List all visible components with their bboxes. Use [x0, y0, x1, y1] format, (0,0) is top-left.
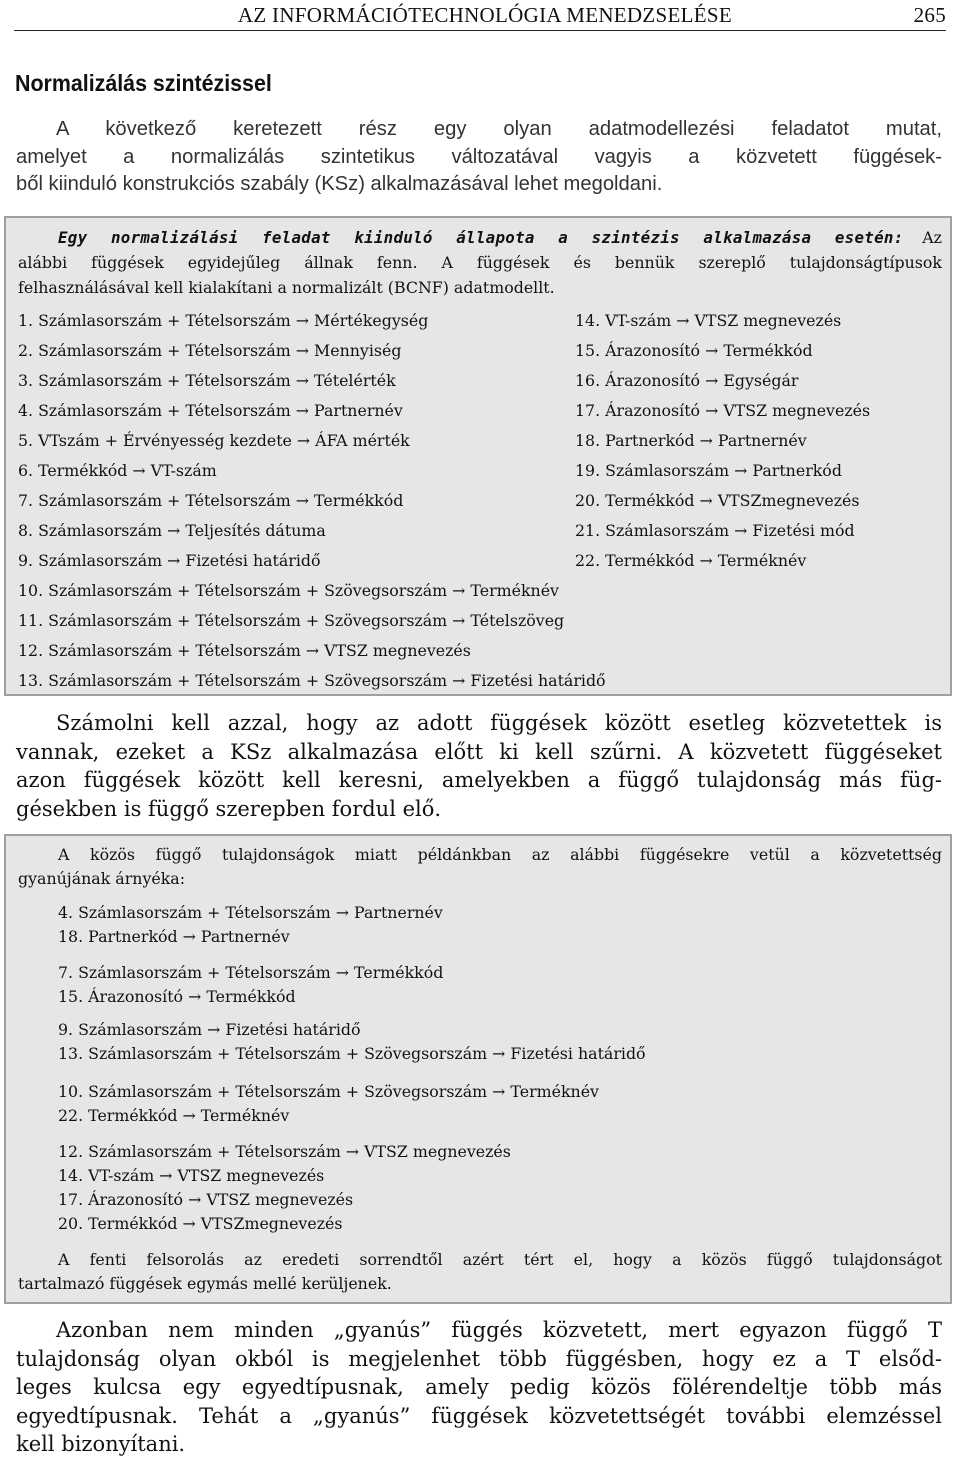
dependency-item: 2. Számlasorszám + Tételsorszám → Mennyiség: [18, 341, 402, 360]
dependency-item: 6. Termékkód → VT-szám: [18, 461, 217, 480]
dependency-item: 11. Számlasorszám + Tételsorszám + Szövegsorszám → Tételszöveg: [18, 611, 565, 630]
dependency-item: 9. Számlasorszám → Fizetési határidő: [58, 1020, 361, 1039]
dependency-item: 13. Számlasorszám + Tételsorszám + Szövegsorszám → Fizetési határidő: [18, 671, 606, 690]
middle-paragraph: [16, 709, 942, 823]
dependency-item: 10. Számlasorszám + Tételsorszám + Szövegsorszám → Terméknév: [18, 581, 559, 600]
dependency-item: 7. Számlasorszám + Tételsorszám → Termékkód: [58, 963, 444, 982]
final-line: egyedtípusnak. Tehát a „gyanús” függések közvetettségét további elemzéssel: [16, 1403, 942, 1428]
dependency-item: 7. Számlasorszám + Tételsorszám → Termékkód: [18, 491, 404, 510]
dependency-item: 4. Számlasorszám + Tételsorszám → Partnernév: [58, 903, 443, 922]
final-line: Azonban nem minden „gyanús” függés közvetett, mert egyazon függő T: [56, 1318, 942, 1342]
dependency-item: 3. Számlasorszám + Tételsorszám → Tételérték: [18, 371, 396, 390]
middle-line: vannak, ezeket a KSz alkalmazása előtt ki kell szűrni. A közvetett függéseket: [16, 739, 942, 764]
middle-line: Számolni kell azzal, hogy az adott függések között esetleg közvetettek is: [56, 711, 942, 735]
middle-line: azon függések között kell keresni, amelyekben a függő tulajdonság más füg-: [16, 768, 942, 792]
middle-line: gésekben is függő szerepben fordul elő.: [16, 796, 442, 821]
dependency-item: 15. Árazonosító → Termékkód: [575, 341, 813, 360]
dependency-item: 15. Árazonosító → Termékkód: [58, 987, 296, 1006]
task-intro: [18, 225, 942, 300]
running-header: [14, 0, 946, 31]
dependency-item: 21. Számlasorszám → Fizetési mód: [575, 521, 855, 540]
suspicion-outro-line: A fenti felsorolás az eredeti sorrendtől azért tért el, hogy a közös függő tulajdonságot: [58, 1250, 942, 1269]
dependency-item: 16. Árazonosító → Egységár: [575, 371, 799, 390]
intro-line: amelyet a normalizálás szintetikus változatával vagyis a közvetett függések-: [16, 145, 942, 168]
intro-paragraph: [16, 116, 942, 199]
dependency-item: 22. Termékkód → Terméknév: [58, 1106, 290, 1125]
dependency-item: 18. Partnerkód → Partnernév: [575, 431, 807, 450]
suspicion-outro: [18, 1248, 942, 1296]
dependency-item: 12. Számlasorszám + Tételsorszám → VTSZ megnevezés: [58, 1142, 511, 1161]
page-number: 265: [913, 3, 946, 27]
suspicion-intro-line: A közös függő tulajdonságok miatt példánkban az alábbi függésekre vetül a közvetettség: [58, 845, 942, 864]
suspicion-outro-line: tartalmazó függések egymás mellé kerüljenek.: [18, 1274, 392, 1293]
dependency-item: 8. Számlasorszám → Teljesítés dátuma: [18, 521, 326, 540]
dependency-item: 5. VTszám + Érvényesség kezdete → ÁFA mérték: [18, 431, 410, 450]
suspicion-intro: [18, 843, 942, 891]
final-paragraph: [16, 1316, 942, 1459]
dependency-item: 13. Számlasorszám + Tételsorszám + Szövegsorszám → Fizetési határidő: [58, 1044, 646, 1063]
final-line: leges kulcsa egy egyedtípusnak, amely pedig közös fölérendeltje több más: [16, 1375, 942, 1399]
dependency-item: 20. Termékkód → VTSZmegnevezés: [58, 1214, 343, 1233]
task-intro-rest: Az: [922, 228, 942, 247]
task-box: [4, 216, 952, 696]
section-title: Normalizálás szintézissel: [15, 70, 272, 96]
dependency-item: 1. Számlasorszám + Tételsorszám → Mértékegység: [18, 311, 429, 330]
dependency-item: 17. Árazonosító → VTSZ megnevezés: [58, 1190, 354, 1209]
task-intro-line: [18, 225, 942, 250]
dependency-item: 4. Számlasorszám + Tételsorszám → Partnernév: [18, 401, 403, 420]
dependency-item: 14. VT-szám → VTSZ megnevezés: [575, 311, 842, 330]
dependency-item: 18. Partnerkód → Partnernév: [58, 927, 290, 946]
dependency-item: 19. Számlasorszám → Partnerkód: [575, 461, 842, 480]
dependency-item: 10. Számlasorszám + Tételsorszám + Szövegsorszám → Terméknév: [58, 1082, 599, 1101]
dependency-item: 9. Számlasorszám → Fizetési határidő: [18, 551, 321, 570]
dependency-item: 20. Termékkód → VTSZmegnevezés: [575, 491, 860, 510]
suspicion-box: [4, 834, 952, 1304]
task-intro-line: alábbi függések egyidejűleg állnak fenn. A függések és bennük szereplő tulajdonságtípusok: [18, 253, 942, 272]
dependency-item: 14. VT-szám → VTSZ megnevezés: [58, 1166, 325, 1185]
intro-line: ből kiinduló konstrukciós szabály (KSz) alkalmazásával lehet megoldani.: [16, 173, 663, 195]
task-bold-lead: Egy normalizálási feladat kiinduló állapota a szintézis alkalmazása esetén:: [58, 228, 904, 247]
task-intro-line: felhasználásával kell kialakítani a normalizált (BCNF) adatmodellt.: [18, 278, 555, 297]
header-title: AZ INFORMÁCIÓTECHNOLÓGIA MENEDZSELÉSE: [237, 3, 732, 27]
final-line: kell bizonyítani.: [16, 1432, 186, 1456]
dependency-item: 17. Árazonosító → VTSZ megnevezés: [575, 401, 871, 420]
intro-line: A következő keretezett rész egy olyan adatmodellezési feladatot mutat,: [56, 118, 942, 140]
final-line: tulajdonság olyan okból is megjelenhet több függésben, hogy ez a T elsőd-: [16, 1346, 942, 1371]
suspicion-intro-line: gyanújának árnyéka:: [18, 869, 186, 888]
dependency-item: 12. Számlasorszám + Tételsorszám → VTSZ megnevezés: [18, 641, 471, 660]
dependency-item: 22. Termékkód → Terméknév: [575, 551, 807, 570]
